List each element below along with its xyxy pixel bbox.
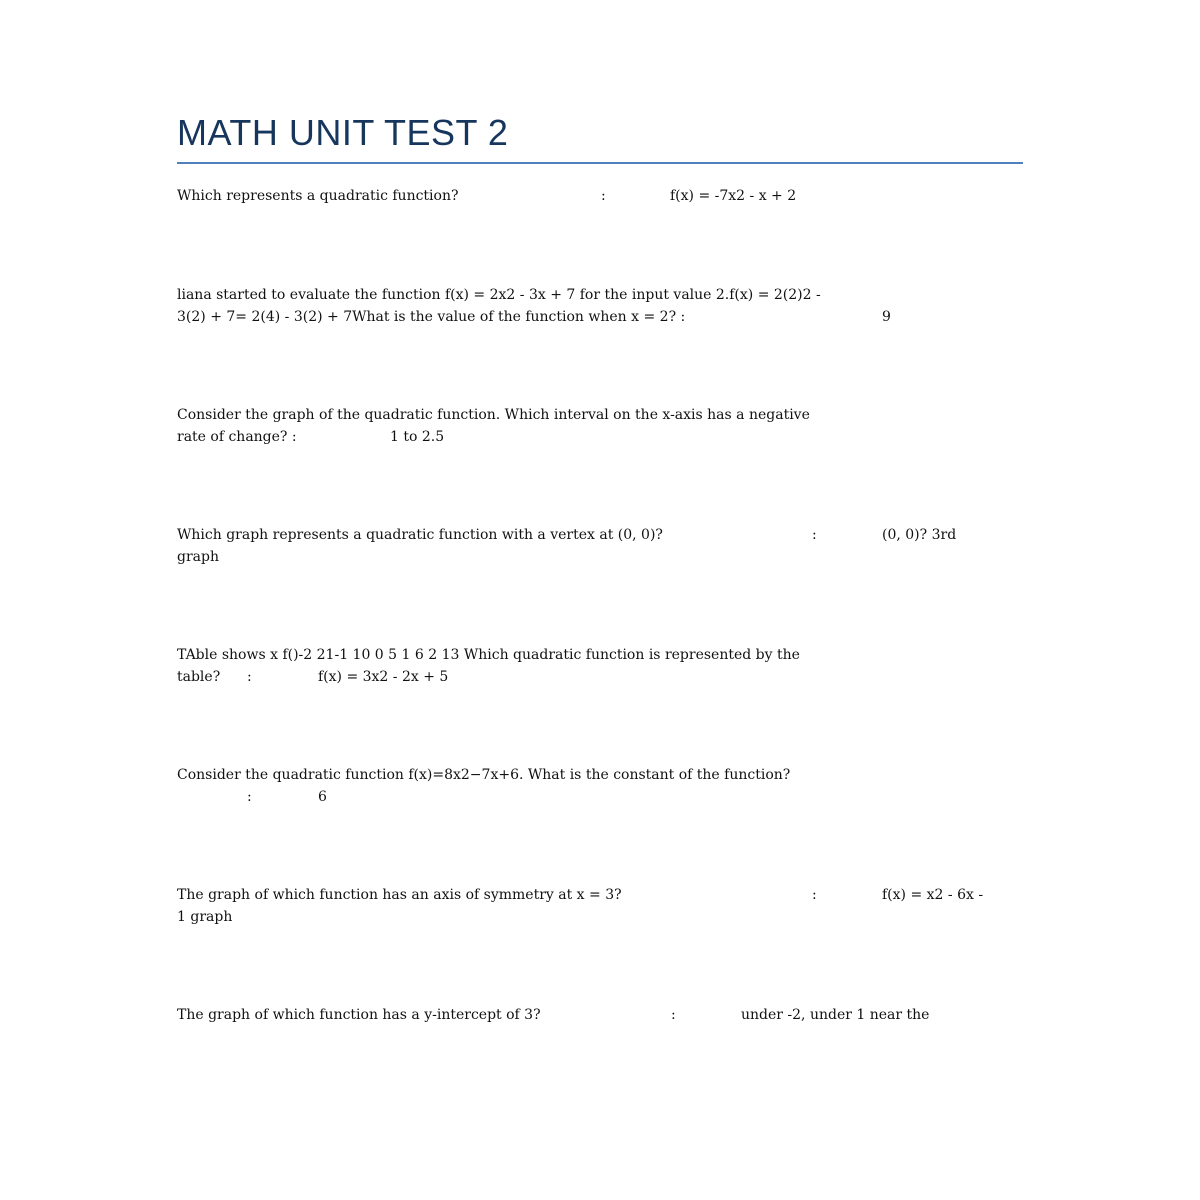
- answer-text: 1 to 2.5: [390, 429, 445, 445]
- question-8: [177, 1007, 1027, 1029]
- answer-colon: :: [671, 1007, 676, 1023]
- question-text: Consider the quadratic function f(x)=8x2−7x+6. What is the constant of the function?: [177, 767, 791, 783]
- question-2-line-2: [177, 309, 1027, 331]
- question-1: [177, 188, 1027, 210]
- answer-colon: :: [601, 188, 606, 204]
- question-6: [177, 767, 1027, 789]
- answer-colon: :: [812, 527, 817, 543]
- answer-text: f(x) = 3x2 - 2x + 5: [318, 669, 449, 685]
- answer-colon: :: [812, 887, 817, 903]
- answer-text: graph: [177, 549, 219, 565]
- question-4: [177, 527, 1027, 549]
- question-6-line-2: [177, 789, 1027, 811]
- question-5: [177, 647, 1027, 669]
- answer-colon: :: [247, 789, 252, 805]
- question-3: [177, 407, 1027, 429]
- answer-text: under -2, under 1 near the: [741, 1007, 930, 1023]
- question-3-line-2: [177, 429, 1027, 451]
- question-text: rate of change? :: [177, 429, 297, 445]
- answer-text: (0, 0)? 3rd: [882, 527, 957, 543]
- answer-text: 1 graph: [177, 909, 233, 925]
- question-text: Which represents a quadratic function?: [177, 188, 459, 204]
- question-7-line-2: [177, 909, 1027, 931]
- question-text: table?: [177, 669, 221, 685]
- question-4-line-2: [177, 549, 1027, 571]
- question-text: Which graph represents a quadratic function with a vertex at (0, 0)?: [177, 527, 663, 543]
- question-2: [177, 287, 1027, 309]
- question-7: [177, 887, 1027, 909]
- question-text: 3(2) + 7= 2(4) - 3(2) + 7What is the value of the function when x = 2? :: [177, 309, 686, 325]
- question-text: TAble shows x f()-2 21-1 10 0 5 1 6 2 13 Which quadratic function is represented by the: [177, 647, 800, 663]
- document-title: MATH UNIT TEST 2: [177, 112, 509, 153]
- question-text: The graph of which function has a y-intercept of 3?: [177, 1007, 541, 1023]
- answer-text: f(x) = x2 - 6x -: [882, 887, 984, 903]
- answer-text: 6: [318, 789, 327, 805]
- answer-colon: :: [247, 669, 252, 685]
- title-underline: [177, 162, 1023, 164]
- question-text: Consider the graph of the quadratic function. Which interval on the x-axis has a negative: [177, 407, 810, 423]
- question-text: liana started to evaluate the function f(x) = 2x2 - 3x + 7 for the input value 2.f(x) = 2(2)2 -: [177, 287, 821, 303]
- answer-text: f(x) = -7x2 - x + 2: [670, 188, 797, 204]
- question-5-line-2: [177, 669, 1027, 691]
- question-text: The graph of which function has an axis of symmetry at x = 3?: [177, 887, 622, 903]
- answer-text: 9: [882, 309, 891, 325]
